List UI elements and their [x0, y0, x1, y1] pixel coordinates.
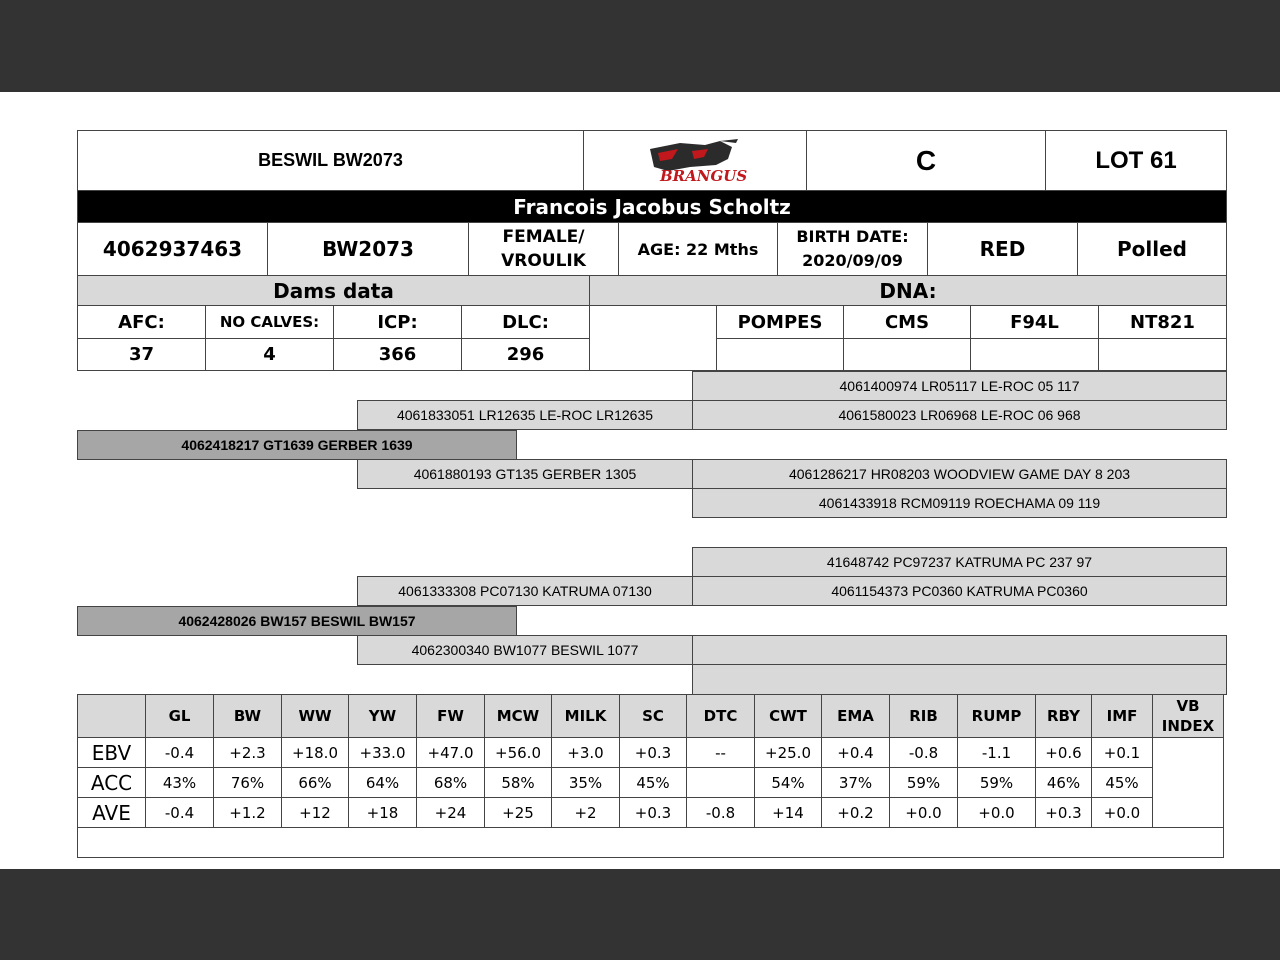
- dams-header-calves: NO CALVES:: [205, 305, 334, 339]
- ebv-cell-rump: 59%: [958, 768, 1036, 798]
- ebv-row-ebv: [78, 738, 1224, 768]
- ebv-cell-fw: +24: [417, 798, 485, 828]
- ebv-header-fw: FW: [417, 695, 485, 738]
- ebv-header-row: [78, 695, 1224, 738]
- ebv-header-dtc: DTC: [687, 695, 755, 738]
- bottom-dark-bar: [0, 869, 1280, 960]
- ebv-header-gl: GL: [146, 695, 214, 738]
- ebv-cell-sc: 45%: [620, 768, 687, 798]
- dna-header-pompes: POMPES: [716, 305, 844, 339]
- ebv-cell-ww: +18.0: [282, 738, 349, 768]
- ebv-cell-cwt: 54%: [755, 768, 822, 798]
- ebv-row-ave: [78, 798, 1224, 828]
- pedigree-dam: 4062428026 BW157 BESWIL BW157: [77, 606, 517, 636]
- ebv-cell-sc: +0.3: [620, 738, 687, 768]
- ebv-cell-rib: +0.0: [890, 798, 958, 828]
- ebv-cell-ema: +0.2: [822, 798, 890, 828]
- ebv-cell-rby: 46%: [1036, 768, 1092, 798]
- ebv-cell-bw: +2.3: [214, 738, 282, 768]
- ebv-header-vb-index: VB INDEX: [1153, 695, 1224, 738]
- ebv-cell-gl: -0.4: [146, 798, 214, 828]
- ebv-header-bw: BW: [214, 695, 282, 738]
- ebv-cell-imf: +0.0: [1092, 798, 1153, 828]
- ebv-cell-rib: 59%: [890, 768, 958, 798]
- dams-value-calves: 4: [205, 338, 334, 371]
- dna-value-pompes: [716, 338, 844, 371]
- ebv-header-imf: IMF: [1092, 695, 1153, 738]
- bull-logo-icon: [620, 137, 770, 185]
- dna-value-f94l: [970, 338, 1099, 371]
- dams-header-dlc: DLC:: [461, 305, 590, 339]
- ebv-cell-gl: 43%: [146, 768, 214, 798]
- pedigree-sire-sire: 4061833051 LR12635 LE-ROC LR12635: [357, 400, 693, 430]
- ebv-row-label: ACC: [78, 768, 146, 798]
- ebv-header-rib: RIB: [890, 695, 958, 738]
- ebv-cell-cwt: +14: [755, 798, 822, 828]
- dna-header-blank: [589, 305, 717, 371]
- ebv-cell-rump: -1.1: [958, 738, 1036, 768]
- ebv-cell-bw: +1.2: [214, 798, 282, 828]
- ebv-header-yw: YW: [349, 695, 417, 738]
- ebv-cell-bw: 76%: [214, 768, 282, 798]
- tag-number: BW2073: [267, 222, 469, 276]
- ebv-cell-rump: +0.0: [958, 798, 1036, 828]
- dams-value-icp: 366: [333, 338, 462, 371]
- ebv-cell-gl: -0.4: [146, 738, 214, 768]
- ebv-header-rby: RBY: [1036, 695, 1092, 738]
- ebv-cell-cwt: +25.0: [755, 738, 822, 768]
- pedigree-sire-dam: 4061880193 GT135 GERBER 1305: [357, 459, 693, 489]
- dna-header-cms: CMS: [843, 305, 971, 339]
- dams-header-icp: ICP:: [333, 305, 462, 339]
- animal-name: BESWIL BW2073: [77, 130, 584, 191]
- ebv-header-cwt: CWT: [755, 695, 822, 738]
- birth-date-cell: [777, 222, 928, 276]
- ebv-cell-sc: +0.3: [620, 798, 687, 828]
- ebv-cell-rib: -0.8: [890, 738, 958, 768]
- sex: FEMALE/ VROULIK: [468, 222, 619, 276]
- horn-status: Polled: [1077, 222, 1227, 276]
- ebv-cell-milk: +2: [552, 798, 620, 828]
- pedigree-dam-sire-dam: 4061154373 PC0360 KATRUMA PC0360: [692, 576, 1227, 606]
- ebv-cell-imf: +0.1: [1092, 738, 1153, 768]
- svg-text:BRANGUS: BRANGUS: [659, 166, 747, 185]
- ebv-row-label: EBV: [78, 738, 146, 768]
- grade: C: [806, 130, 1046, 191]
- birth-date: 2020/09/09: [802, 251, 903, 270]
- dams-value-dlc: 296: [461, 338, 590, 371]
- ebv-row-label: AVE: [78, 798, 146, 828]
- ebv-cell-dtc: --: [687, 738, 755, 768]
- colour: RED: [927, 222, 1078, 276]
- pedigree-sire-sire-dam: 4061580023 LR06968 LE-ROC 06 968: [692, 400, 1227, 430]
- dna-header-f94l: F94L: [970, 305, 1099, 339]
- ebv-footer-row: [78, 828, 1224, 858]
- brangus-logo: [583, 131, 806, 190]
- dams-header-afc: AFC:: [77, 305, 206, 339]
- lot-number: LOT 61: [1045, 130, 1227, 191]
- dna-header-nt821: NT821: [1098, 305, 1227, 339]
- pedigree-dam-dam-dam: [692, 664, 1227, 695]
- ebv-cell-mcw: +56.0: [485, 738, 552, 768]
- pedigree-dam-sire-sire: 41648742 PC97237 KATRUMA PC 237 97: [692, 547, 1227, 577]
- ebv-header-ema: EMA: [822, 695, 890, 738]
- birth-date-label: BIRTH DATE:: [796, 227, 909, 246]
- ebv-cell-fw: 68%: [417, 768, 485, 798]
- ebv-cell-rby: +0.3: [1036, 798, 1092, 828]
- pedigree-dam-sire: 4061333308 PC07130 KATRUMA 07130: [357, 576, 693, 606]
- pedigree-dam-dam-sire: [692, 635, 1227, 665]
- pedigree-sire-dam-dam: 4061433918 RCM09119 ROECHAMA 09 119: [692, 488, 1227, 518]
- ebv-cell-ww: 66%: [282, 768, 349, 798]
- ebv-cell-rby: +0.6: [1036, 738, 1092, 768]
- pedigree-sire-dam-sire: 4061286217 HR08203 WOODVIEW GAME DAY 8 203: [692, 459, 1227, 489]
- dna-value-nt821: [1098, 338, 1227, 371]
- ebv-cell-yw: +33.0: [349, 738, 417, 768]
- ebv-header-rump: RUMP: [958, 695, 1036, 738]
- pedigree-sire: 4062418217 GT1639 GERBER 1639: [77, 430, 517, 460]
- ebv-header-milk: MILK: [552, 695, 620, 738]
- ebv-cell-yw: 64%: [349, 768, 417, 798]
- ebv-cell-dtc: [687, 768, 755, 798]
- ebv-cell-fw: +47.0: [417, 738, 485, 768]
- dams-data-title: Dams data: [77, 275, 590, 306]
- ebv-cell-mcw: 58%: [485, 768, 552, 798]
- ebv-table: [77, 694, 1224, 858]
- ebv-cell-mcw: +25: [485, 798, 552, 828]
- dams-value-afc: 37: [77, 338, 206, 371]
- ebv-header-ww: WW: [282, 695, 349, 738]
- pedigree-sire-sire-sire: 4061400974 LR05117 LE-ROC 05 117: [692, 371, 1227, 401]
- ebv-header-blank: [78, 695, 146, 738]
- registration-number: 4062937463: [77, 222, 268, 276]
- ebv-cell-yw: +18: [349, 798, 417, 828]
- ebv-cell-milk: 35%: [552, 768, 620, 798]
- ebv-cell-ema: 37%: [822, 768, 890, 798]
- ebv-header-mcw: MCW: [485, 695, 552, 738]
- dna-value-cms: [843, 338, 971, 371]
- ebv-cell-ema: +0.4: [822, 738, 890, 768]
- ebv-header-sc: SC: [620, 695, 687, 738]
- ebv-cell-milk: +3.0: [552, 738, 620, 768]
- dna-title: DNA:: [589, 275, 1227, 306]
- age: AGE: 22 Mths: [618, 222, 778, 276]
- ebv-vb-index-value: [1153, 738, 1224, 828]
- pedigree-dam-dam: 4062300340 BW1077 BESWIL 1077: [357, 635, 693, 665]
- ebv-cell-dtc: -0.8: [687, 798, 755, 828]
- breeder-name: Francois Jacobus Scholtz: [77, 190, 1227, 223]
- ebv-cell-ww: +12: [282, 798, 349, 828]
- ebv-cell-imf: 45%: [1092, 768, 1153, 798]
- top-dark-bar: [0, 0, 1280, 92]
- ebv-row-acc: [78, 768, 1224, 798]
